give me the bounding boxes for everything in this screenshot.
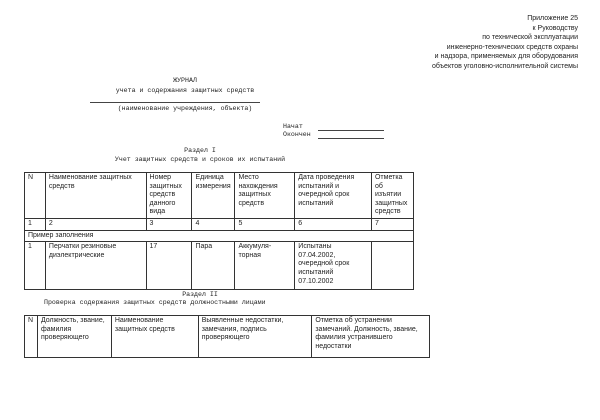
header-cell: Отметка об устранении замечаний. Должность, звание, фамилия устранившего недостатки [312, 316, 430, 358]
header-cell: Дата проведения испытаний и очередной срок испытаний [295, 173, 372, 219]
appendix-line: Приложение 25 [527, 15, 578, 22]
row-cell: Аккумуля-торная [235, 242, 295, 290]
appendix-line: к Руководству [532, 24, 578, 32]
header-cell: Наименование защитных средств [45, 173, 146, 219]
finished-line [318, 138, 384, 139]
journal-title: ЖУРНАЛ [173, 77, 197, 84]
journal-subtitle: учета и содержания защитных средств [115, 87, 255, 94]
section2-title: Проверка содержания защитных средств должностными лицами [44, 299, 266, 306]
table-header-row [25, 316, 430, 358]
row-cell: Перчатки резиновые диэлектрические [45, 242, 146, 290]
org-name-line [90, 102, 260, 103]
table-row [25, 242, 414, 290]
number-cell: 7 [371, 218, 413, 230]
header-cell: Место нахождения защитных средств [235, 173, 295, 219]
appendix-line: по технической эксплуатации [482, 34, 578, 41]
appendix-line: объектов уголовно-исполнительной системы [432, 62, 578, 70]
row-cell: Испытаны 07.04.2002, очередной срок испытаний 07.10.2002 [295, 242, 372, 290]
started-line [318, 130, 384, 131]
number-cell: 3 [146, 218, 192, 230]
header-cell: N [25, 316, 38, 358]
section1-title: Учет защитных средств и сроков их испытаний [114, 156, 286, 163]
header-cell: N [25, 173, 46, 219]
number-cell: 2 [45, 218, 146, 230]
appendix-line: и надзора, применяемых для оборудования [434, 53, 578, 60]
number-cell: 5 [235, 218, 295, 230]
section2-table [24, 315, 430, 358]
table-number-row [25, 218, 414, 230]
appendix-block [338, 14, 578, 71]
header-cell: Должность, звание, фамилия проверяющего [37, 316, 111, 358]
org-caption: (наименование учреждения, объекта) [117, 105, 253, 112]
finished-label: Окончен [283, 131, 311, 138]
section2-heading: Раздел II [182, 291, 218, 298]
header-cell: Отметка об изъятии защитных средств [371, 173, 413, 219]
section1-table [24, 172, 414, 290]
table-header-row [25, 173, 414, 219]
number-cell: 4 [192, 218, 235, 230]
row-cell: 17 [146, 242, 192, 290]
example-label: Пример заполнения [25, 230, 414, 242]
header-cell: Выявленные недостатки, замечания, подпись проверяющего [198, 316, 312, 358]
number-cell: 1 [25, 218, 46, 230]
started-label: Начат [283, 123, 303, 130]
row-cell: 1 [25, 242, 46, 290]
example-label-row [25, 230, 414, 242]
header-cell: Номер защитных средств данного вида [146, 173, 192, 219]
row-cell: Пара [192, 242, 235, 290]
header-cell: Наименование защитных средств [111, 316, 198, 358]
section1-heading: Раздел I [184, 147, 216, 154]
row-cell [371, 242, 413, 290]
appendix-line: инженерно-технических средств охраны [446, 43, 578, 51]
number-cell: 6 [295, 218, 372, 230]
header-cell: Единица измерения [192, 173, 235, 219]
